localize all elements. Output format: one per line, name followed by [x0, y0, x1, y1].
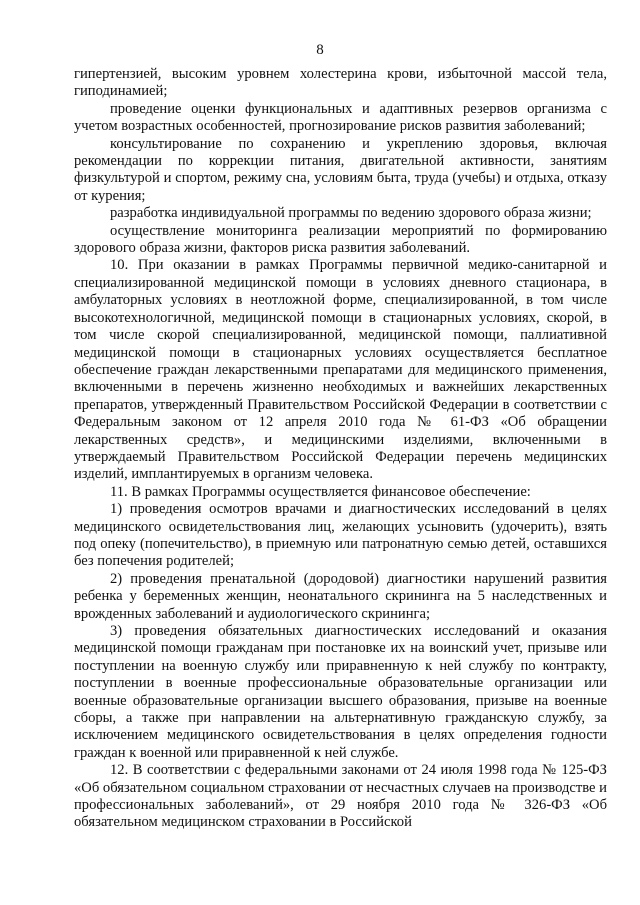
paragraph: 12. В соответствии с федеральными законами от 24 июля 1998 года № 125-ФЗ «Об обязательном социальном страховании от несчастных случаев на производстве и профессиональных заболеваний», от 29 ноября 2010 года № 326-ФЗ «Об обязательном медицинском страховании в Российской: [74, 762, 607, 831]
paragraph: консультирование по сохранению и укреплению здоровья, включая рекомендации по коррекции питания, двигательной активности, занятиям физкультурой и спортом, режиму сна, условиям быта, труда (учебы) и отдыха, отказу от курения;: [74, 135, 607, 204]
paragraph: гипертензией, высоким уровнем холестерина крови, избыточной массой тела, гиподинамией;: [74, 66, 607, 100]
paragraph: разработка индивидуальной программы по ведению здорового образа жизни;: [110, 205, 592, 222]
paragraph: 11. В рамках Программы осуществляется финансовое обеспечение:: [110, 483, 531, 500]
paragraph: 1) проведения осмотров врачами и диагностических исследований в целях медицинского освидетельствования лиц, желающих усыновить (удочерить), взять под опеку (попечительство), в приемную или патронатную семью детей, оставшихся без попечения родителей;: [74, 501, 607, 570]
paragraph: 2) проведения пренатальной (дородовой) диагностики нарушений развития ребенка у беременных женщин, неонатального скрининга на 5 наследственных и врожденных заболеваний и аудиологического скрининга;: [74, 570, 607, 622]
document-body: [74, 66, 607, 832]
paragraph: 10. При оказании в рамках Программы первичной медико-санитарной и специализированной медицинской помощи в условиях дневного стационара, в амбулаторных условиях в неотложной форме, специализированной, в том числе высокотехнологичной, медицинской помощи в стационарных условиях, скорой, в том числе скорой специализированной, медицинской помощи, паллиативной медицинской помощи в стационарных условиях осуществляется бесплатное обеспечение граждан лекарственными препаратами для медицинского применения, включенными в перечень жизненно необходимых и важнейших лекарственных препаратов, утвержденный Правительством Российской Федерации в соответствии с Федеральным законом от 12 апреля 2010 года № 61-ФЗ «Об обращении лекарственных средств», и медицинскими изделиями, включенными в утверждаемый Правительством Российской Федерации перечень медицинских изделий, имплантируемых в организм человека.: [74, 257, 607, 483]
page-number: 8: [316, 42, 324, 58]
paragraph: 3) проведения обязательных диагностических исследований и оказания медицинской помощи гражданам при постановке их на воинский учет, призыве или поступлении на военную службу или приравненную к ней службу по контракту, поступлении в военные профессиональные образовательные организации или военные образовательные организации высшего образования, призыве на военные сборы, а также при направлении на альтернативную гражданскую службу, за исключением медицинского освидетельствования в целях определения годности граждан к военной или приравненной к ней службе.: [74, 623, 607, 761]
paragraph: проведение оценки функциональных и адаптивных резервов организма с учетом возрастных особенностей, прогнозирование рисков развития заболеваний;: [74, 100, 607, 135]
paragraph: осуществление мониторинга реализации мероприятий по формированию здорового образа жизни, факторов риска развития заболеваний.: [74, 222, 607, 257]
